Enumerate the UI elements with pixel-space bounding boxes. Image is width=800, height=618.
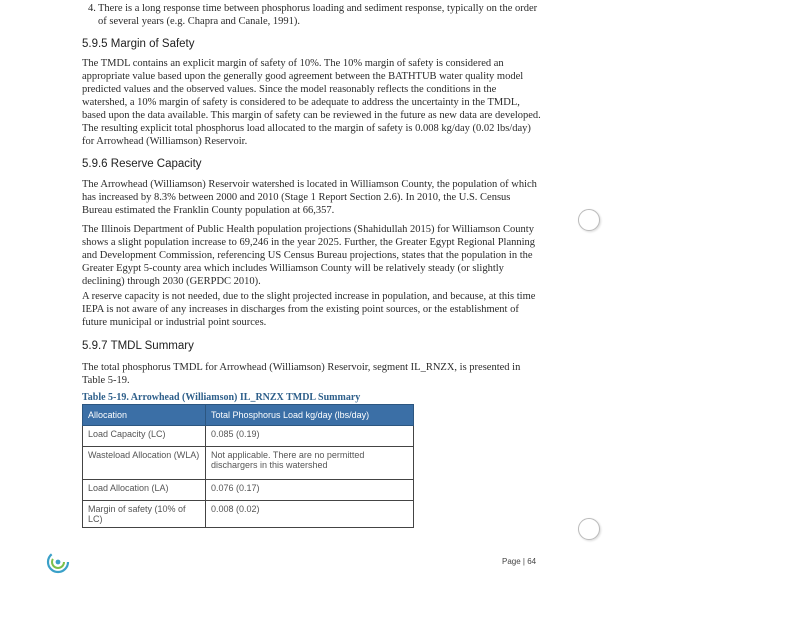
- heading-reserve-capacity: 5.9.6 Reserve Capacity: [82, 158, 202, 170]
- list-item-4: [88, 2, 538, 28]
- paragraph-margin-of-safety: The TMDL contains an explicit margin of safety of 10%. The 10% margin of safety is considered an appropriate value based upon the generally good agreement between the BATHTUB water quality model predicted values and the observed values. Since the model reasonably reflects the conditions in the watershed, a 10% margin of safety is considered to be adequate to address the uncertainty in the TMDL, based upon the data available. This margin of safety can be reviewed in the future as new data are developed. The resulting explicit total phosphorus load allocated to the margin of safety is 0.008 kg/day (0.02 lbs/day) for Arrowhead (Williamson) Reservoir.: [82, 58, 541, 147]
- paragraph-reserve-capacity-2: The Illinois Department of Public Health population projections (Shahidullah 2015) for Williamson County shows a slight population increase to 69,246 in the year 2025. Further, the Greater Egypt Regional Planning and Development Commission, referencing US Census Bureau projections, states that the population in the Greater Egypt 5-county area which includes Williamson County will be relatively steady (or slightly declining) through 2030 (GERPDC 2010).: [82, 224, 536, 287]
- heading-margin-of-safety: 5.9.5 Margin of Safety: [82, 38, 195, 50]
- list-item-text: There is a long response time between phosphorus loading and sediment response, typically on the order of several years (e.g. Chapra and Canale, 1991).: [98, 3, 538, 27]
- table-cell: Load Capacity (LC): [83, 426, 206, 447]
- table-row: [83, 426, 414, 447]
- list-item-number: 4.: [88, 3, 96, 14]
- paragraph-reserve-capacity-3: A reserve capacity is not needed, due to the slight projected increase in population, and because, at this time IEPA is not aware of any increases in discharges from the existing point sources, or the establishment of future municipal or industrial point sources.: [82, 291, 536, 328]
- table-cell: Not applicable. There are no permitted dischargers in this watershed: [206, 447, 414, 480]
- table-cell: 0.076 (0.17): [206, 480, 414, 501]
- header-allocation: Allocation: [83, 405, 206, 426]
- circle-mark-icon: [578, 209, 600, 231]
- swirl-logo-icon: [46, 550, 70, 574]
- paragraph-tmdl-summary: The total phosphorus TMDL for Arrowhead (Williamson) Reservoir, segment IL_RNZX, is presented in Table 5-19.: [82, 362, 521, 386]
- heading-tmdl-summary: 5.9.7 TMDL Summary: [82, 340, 194, 352]
- paragraph-reserve-capacity-1: The Arrowhead (Williamson) Reservoir watershed is located in Williamson County, the population of which has increased by 8.3% between 2000 and 2010 (Stage 1 Report Section 2.6). In 2010, the U.S. Census Bureau estimated the Franklin County population at 66,357.: [82, 179, 537, 216]
- circle-mark-icon: [578, 518, 600, 540]
- table-cell: Load Allocation (LA): [83, 480, 206, 501]
- page-number: Page | 64: [502, 557, 537, 566]
- table-caption: Table 5-19. Arrowhead (Williamson) IL_RNZX TMDL Summary: [82, 392, 361, 403]
- table-cell: 0.085 (0.19): [206, 426, 414, 447]
- tmdl-summary-table: [82, 404, 414, 528]
- header-total-phosphorus-load: Total Phosphorus Load kg/day (lbs/day): [206, 405, 414, 426]
- table-cell: Margin of safety (10% of LC): [83, 501, 206, 528]
- table-cell: 0.008 (0.02): [206, 501, 414, 528]
- table-row: [83, 501, 414, 528]
- table-cell: Wasteload Allocation (WLA): [83, 447, 206, 480]
- table-header-row: [83, 405, 414, 426]
- table-row: [83, 447, 414, 480]
- table-row: [83, 480, 414, 501]
